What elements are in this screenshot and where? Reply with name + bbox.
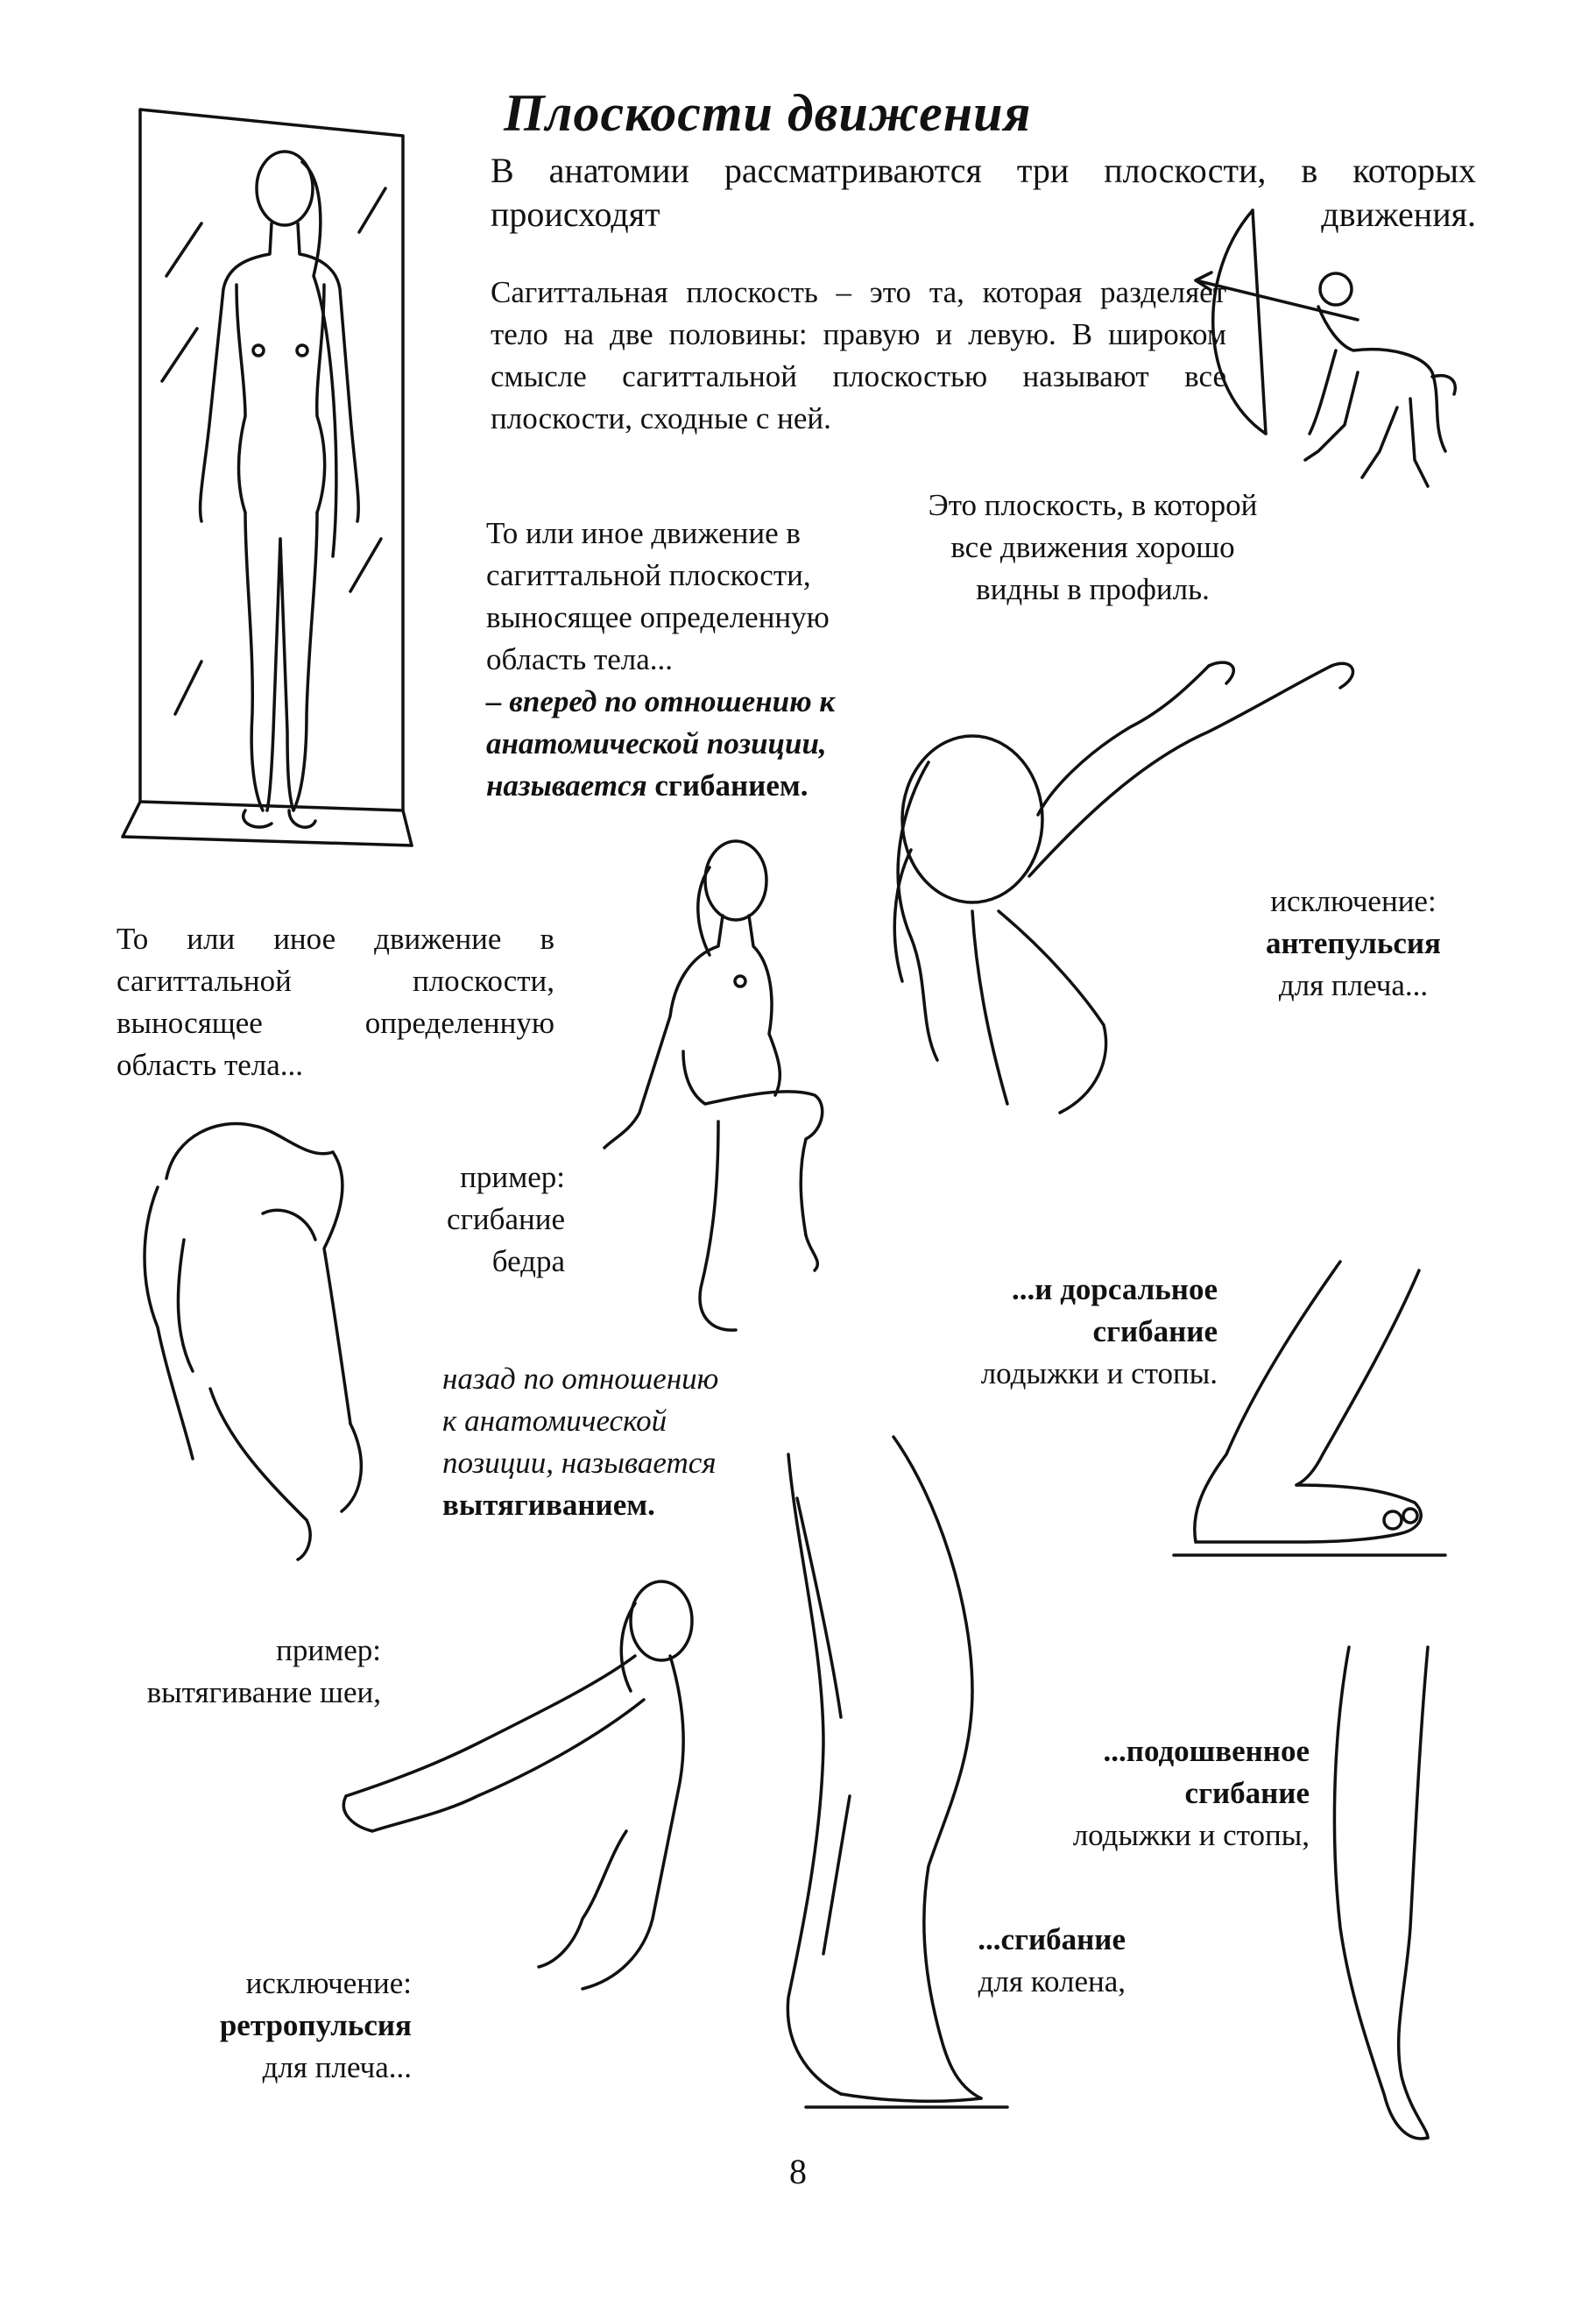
knee-tail: для колена, [978,1964,1126,1998]
flexion-term: сгибанием. [654,768,809,803]
dorsal-tail: лодыжки и стопы. [980,1356,1218,1390]
flexion-definition [486,681,872,807]
neck-extension-caption: пример: вытягивание шеи, [146,1633,381,1709]
dorsal-prefix: ...и [1012,1272,1053,1306]
knee-term: ...сгибание [978,1922,1126,1956]
hip-flexion-illustration [587,832,867,1340]
arm-retropulsion-illustration [337,1568,740,1998]
centaur-archer-illustration [1187,197,1467,513]
arm-antepulsion-illustration [876,648,1366,1121]
plantar-tail: лодыжки и стопы, [1072,1818,1310,1852]
neck-extension-illustration [131,1108,412,1564]
page-title: Плоскости движения [504,84,1032,142]
retro-term: ретропульсия [219,2008,412,2042]
flexion-italic: – вперед по отношению к анатомической позиции, называется [486,684,836,803]
dorsal-term: дорсальное сгибание [1060,1272,1218,1348]
profile-note: Это плоскость, в которой все движения хорошо видны в профиль. [928,488,1258,606]
anteversion-term: антепульсия [1266,926,1441,960]
page-number: 8 [789,2152,807,2191]
intro-paragraph: В анатомии рассматриваются три плоскости, в которых происходят движения. [491,151,1476,234]
retro-label: исключение: [245,1966,412,2000]
ankle-dorsiflexion-illustration [1174,1253,1472,1568]
sagittal-definition: Сагиттальная плоскость – это та, которая разделяет тело на две половины: правую и левую. В широком смысле сагиттальной плоскостью называют все плоскости, сходные с ней. [491,275,1226,435]
hip-flexion-caption: пример: сгибание бедра [447,1160,565,1278]
retro-tail: для плеча... [262,2050,412,2084]
knee-flexion-illustration [771,1428,1034,2111]
anteversion-label: исключение: [1270,884,1437,918]
flexion-paragraph [486,513,872,807]
extension-term: вытягиванием. [442,1488,655,1522]
sagittal-plane-figure-illustration [114,101,447,872]
plantar-flexion-caption [1034,1730,1310,1857]
plantar-term: ...подошвенное сгибание [1103,1734,1310,1810]
anteversion-tail: для плеча... [1278,968,1429,1002]
plantar-flexion-illustration [1296,1638,1472,2147]
extension-italic: назад по отношению к анатомической позиции, называется [442,1362,719,1480]
extension-paragraph [442,1358,740,1526]
flexion-intro: То или иное движение в сагиттальной плоскости, выносящее определенную область тела... [486,516,830,676]
left-movement-paragraph: То или иное движение в сагиттальной плоскости, выносящее определенную область тела... [117,922,554,1082]
